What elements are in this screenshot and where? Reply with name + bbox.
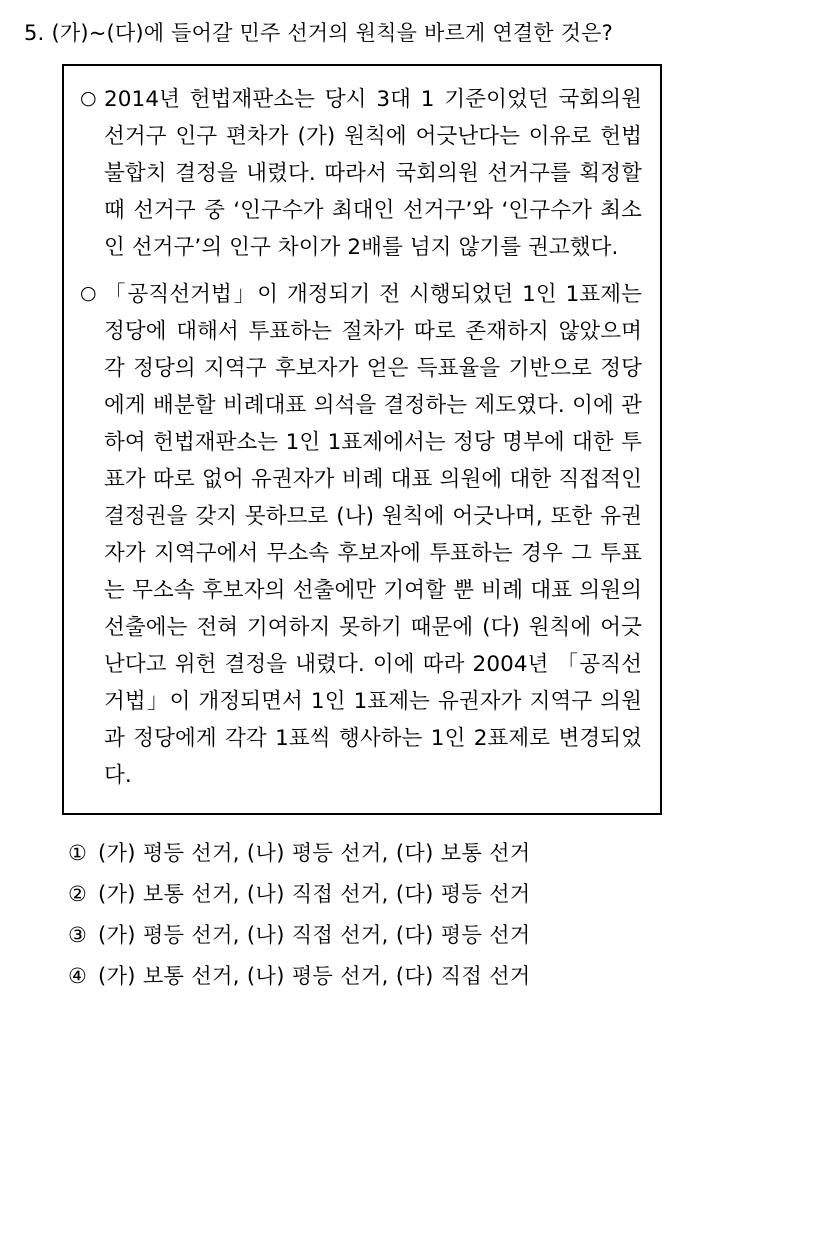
choice-text-2: (가) 보통 선거, (나) 직접 선거, (다) 평등 선거 bbox=[98, 881, 531, 906]
choice-option-4[interactable] bbox=[68, 956, 804, 997]
choice-option-2[interactable] bbox=[68, 874, 804, 915]
choice-option-1[interactable] bbox=[68, 833, 804, 874]
question-number: 5. bbox=[24, 21, 45, 45]
passage-item bbox=[80, 277, 642, 795]
choice-marker-1: ① bbox=[68, 840, 88, 865]
question-stem-text: (가)~(다)에 들어갈 민주 선거의 원칙을 바르게 연결한 것은? bbox=[51, 21, 613, 45]
question-stem bbox=[24, 18, 804, 48]
circle-bullet-icon: ○ bbox=[80, 282, 97, 305]
passage-item-text: 2014년 헌법재판소는 당시 3대 1 기준이었던 국회의원 선거구 인구 편차가 (가) 원칙에 어긋난다는 이유로 헌법불합치 결정을 내렸다. 따라서 국회의원 선거구를 획정할 때 선거구 중 ‘인구수가 최대인 선거구’와 ‘인구수가 최소인 선거구’의 인구 차이가 2배를 넘지 않기를 권고했다. bbox=[104, 87, 642, 261]
choice-text-4: (가) 보통 선거, (나) 평등 선거, (다) 직접 선거 bbox=[98, 963, 531, 988]
choice-marker-2: ② bbox=[68, 881, 88, 906]
passage-item-text: 「공직선거법」이 개정되기 전 시행되었던 1인 1표제는 정당에 대해서 투표하는 절차가 따로 존재하지 않았으며 각 정당의 지역구 후보자가 얻은 득표율을 기반으로 정당에게 배분할 비례대표 의석을 결정하는 제도였다. 이에 관하여 헌법재판소는 1인 1표제에서는 정당 명부에 대한 투표가 따로 없어 유권자가 비례 대표 의원에 대한 직접적인 결정권을 갖지 못하므로 (나) 원칙에 어긋나며, 또한 유권자가 지역구에서 무소속 후보자에 투표하는 경우 그 투표는 무소속 후보자의 선출에만 기여할 뿐 비례 대표 의원의 선출에는 전혀 기여하지 못하기 때문에 (다) 원칙에 어긋난다고 위헌 결정을 내렸다. 이에 따라 2004년 「공직선거법」이 개정되면서 1인 1표제는 유권자가 지역구 의원과 정당에게 각각 1표씩 행사하는 1인 2표제로 변경되었다. bbox=[104, 282, 642, 788]
choice-option-3[interactable] bbox=[68, 915, 804, 956]
passage-item bbox=[80, 82, 642, 267]
choice-marker-3: ③ bbox=[68, 922, 88, 947]
choice-marker-4: ④ bbox=[68, 963, 88, 988]
passage-box bbox=[62, 64, 662, 814]
answer-choices bbox=[68, 833, 804, 997]
choice-text-3: (가) 평등 선거, (나) 직접 선거, (다) 평등 선거 bbox=[98, 922, 531, 947]
circle-bullet-icon: ○ bbox=[80, 87, 97, 110]
choice-text-1: (가) 평등 선거, (나) 평등 선거, (다) 보통 선거 bbox=[98, 840, 531, 865]
